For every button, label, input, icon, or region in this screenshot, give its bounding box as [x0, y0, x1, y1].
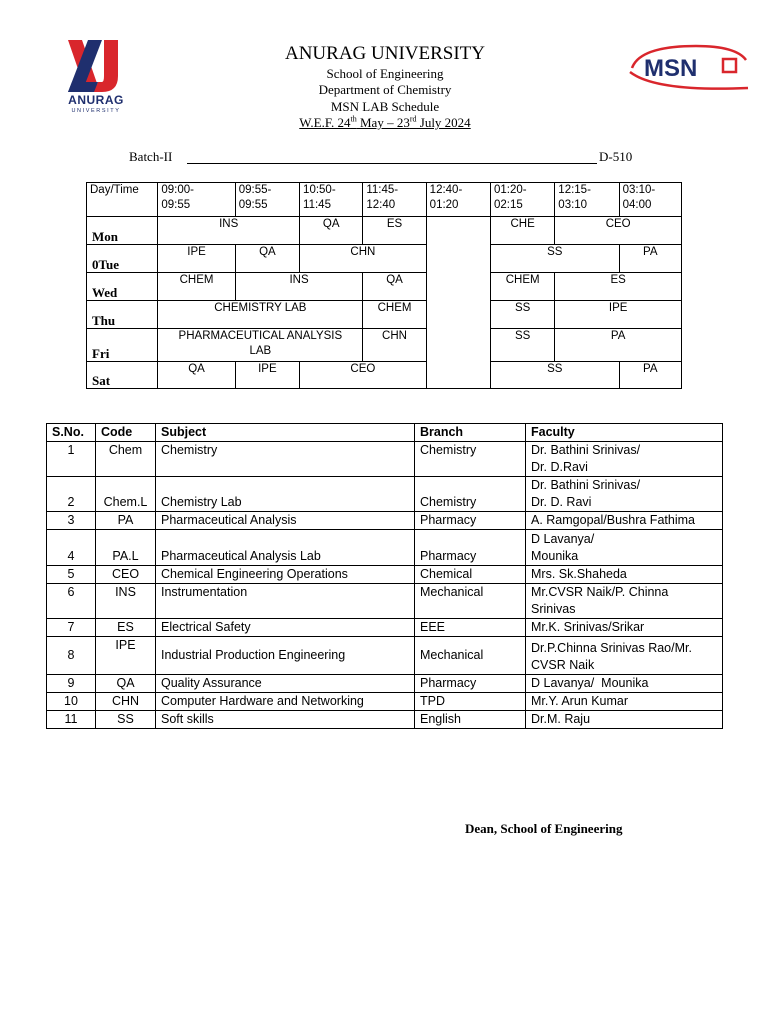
anurag-university-logo: [58, 38, 134, 118]
table-row: [47, 566, 723, 584]
faculty-cell: A. Ramgopal/Bushra Fathima: [526, 512, 723, 530]
code-cell: INS: [96, 584, 156, 619]
schedule-cell: QA: [235, 245, 299, 273]
faculty-cell: D Lavanya/ Mounika: [526, 675, 723, 693]
table-row: [47, 693, 723, 711]
header-cell: Faculty: [526, 424, 723, 442]
schedule-cell: PA: [619, 245, 681, 273]
schedule-row-mon: [87, 217, 682, 245]
header-cell: 09:00- 09:55: [158, 183, 235, 217]
schedule-row-sat: [87, 362, 682, 389]
day-label: 0Tue: [87, 245, 158, 273]
branch-cell: EEE: [415, 619, 526, 637]
schedule-row-fri: [87, 329, 682, 362]
anurag-logo-emblem: [58, 38, 134, 94]
batch-underline: [187, 163, 597, 164]
sno-cell: 6: [47, 584, 96, 619]
sno-cell: 2: [47, 477, 96, 512]
subject-cell: Computer Hardware and Networking: [156, 693, 415, 711]
schedule-cell: INS: [158, 217, 300, 245]
schedule-cell: CHEM: [490, 273, 554, 301]
msn-logo-text: MSN: [644, 55, 698, 82]
table-row: [47, 512, 723, 530]
table-row: [47, 619, 723, 637]
code-cell: PA: [96, 512, 156, 530]
branch-cell: Chemistry: [415, 442, 526, 477]
subject-table: [46, 423, 723, 729]
schedule-cell: CHN: [363, 329, 426, 362]
lunch-break-cell: [426, 217, 490, 389]
subject-cell: Quality Assurance: [156, 675, 415, 693]
sno-cell: 1: [47, 442, 96, 477]
schedule-cell: IPE: [235, 362, 299, 389]
header-cell: Subject: [156, 424, 415, 442]
faculty-cell: Mrs. Sk.Shaheda: [526, 566, 723, 584]
batch-label: Batch-II: [129, 149, 173, 164]
schedule-cell: CEO: [555, 217, 682, 245]
branch-cell: Mechanical: [415, 637, 526, 675]
branch-cell: English: [415, 711, 526, 729]
schedule-cell: ES: [555, 273, 682, 301]
sno-cell: 4: [47, 530, 96, 566]
subject-cell: Instrumentation: [156, 584, 415, 619]
subject-cell: Soft skills: [156, 711, 415, 729]
subject-cell: Chemical Engineering Operations: [156, 566, 415, 584]
code-cell: Chem: [96, 442, 156, 477]
subject-cell: Industrial Production Engineering: [156, 637, 415, 675]
faculty-cell: Dr. Bathini Srinivas/ Dr. D.Ravi: [526, 442, 723, 477]
anurag-logo-subtext: UNIVERSITY: [71, 108, 121, 114]
sno-cell: 3: [47, 512, 96, 530]
schedule-cell: INS: [235, 273, 363, 301]
branch-cell: TPD: [415, 693, 526, 711]
schedule-row-tue: [87, 245, 682, 273]
sno-cell: 8: [47, 637, 96, 675]
schedule-cell: PHARMACEUTICAL ANALYSIS LAB: [158, 329, 363, 362]
schedule-cell: QA: [158, 362, 235, 389]
schedule-cell: IPE: [555, 301, 682, 329]
header-cell: 01:20- 02:15: [490, 183, 554, 217]
header-cell: 11:45- 12:40: [363, 183, 426, 217]
subject-cell: Chemistry Lab: [156, 477, 415, 512]
code-cell: CHN: [96, 693, 156, 711]
faculty-cell: Dr.P.Chinna Srinivas Rao/Mr. CVSR Naik: [526, 637, 723, 675]
schedule-cell: CHEMISTRY LAB: [158, 301, 363, 329]
effective-dates: W.E.F. 24th May – 23rd July 2024: [299, 114, 471, 130]
table-row: [47, 530, 723, 566]
university-title: ANURAG UNIVERSITY: [284, 43, 486, 64]
schedule-cell: PA: [555, 329, 682, 362]
faculty-cell: Mr.CVSR Naik/P. Chinna Srinivas: [526, 584, 723, 619]
code-cell: QA: [96, 675, 156, 693]
code-cell: CEO: [96, 566, 156, 584]
branch-cell: Chemistry: [415, 477, 526, 512]
day-label: Sat: [87, 362, 158, 389]
code-cell: PA.L: [96, 530, 156, 566]
table-row: [47, 675, 723, 693]
anurag-logo-wordmark: ANURAG: [68, 93, 124, 107]
header-cell: Branch: [415, 424, 526, 442]
schedule-header-row: [87, 183, 682, 217]
header-cell: 12:15- 03:10: [555, 183, 619, 217]
table-row: [47, 711, 723, 729]
schedule-cell: CHN: [300, 245, 427, 273]
code-cell: SS: [96, 711, 156, 729]
branch-cell: Pharmacy: [415, 512, 526, 530]
schedule-cell: SS: [490, 301, 554, 329]
dean-signature-label: Dean, School of Engineering: [465, 821, 623, 836]
faculty-cell: Mr.K. Srinivas/Srikar: [526, 619, 723, 637]
day-label: Fri: [87, 329, 158, 362]
table-row: [47, 477, 723, 512]
schedule-table: [86, 182, 682, 389]
faculty-cell: Dr.M. Raju: [526, 711, 723, 729]
sno-cell: 7: [47, 619, 96, 637]
schedule-cell: CEO: [300, 362, 427, 389]
table-row: [47, 637, 723, 675]
branch-cell: Mechanical: [415, 584, 526, 619]
branch-cell: Pharmacy: [415, 530, 526, 566]
room-label: D-510: [599, 149, 633, 164]
code-cell: ES: [96, 619, 156, 637]
day-label: Wed: [87, 273, 158, 301]
schedule-cell: QA: [363, 273, 426, 301]
schedule-cell: ES: [363, 217, 426, 245]
schedule-row-thu: [87, 301, 682, 329]
msn-logo: [626, 42, 750, 94]
schedule-cell: CHE: [490, 217, 554, 245]
sno-cell: 5: [47, 566, 96, 584]
schedule-row-wed: [87, 273, 682, 301]
header-cell: 03:10- 04:00: [619, 183, 681, 217]
schedule-cell: SS: [490, 329, 554, 362]
header-cell: Day/Time: [87, 183, 158, 217]
department-name: Department of Chemistry: [318, 82, 452, 97]
school-name: School of Engineering: [326, 66, 444, 81]
header-cell: Code: [96, 424, 156, 442]
schedule-cell: SS: [490, 362, 619, 389]
sno-cell: 10: [47, 693, 96, 711]
subject-header-row: [47, 424, 723, 442]
subject-cell: Electrical Safety: [156, 619, 415, 637]
sno-cell: 11: [47, 711, 96, 729]
branch-cell: Pharmacy: [415, 675, 526, 693]
schedule-cell: CHEM: [363, 301, 426, 329]
header-cell: 09:55- 09:55: [235, 183, 299, 217]
code-cell: Chem.L: [96, 477, 156, 512]
msn-logo-mark: [626, 42, 750, 94]
table-row: [47, 442, 723, 477]
branch-cell: Chemical: [415, 566, 526, 584]
faculty-cell: D Lavanya/ Mounika: [526, 530, 723, 566]
subject-cell: Pharmaceutical Analysis: [156, 512, 415, 530]
subject-cell: Chemistry: [156, 442, 415, 477]
subject-cell: Pharmaceutical Analysis Lab: [156, 530, 415, 566]
schedule-cell: SS: [490, 245, 619, 273]
header-cell: S.No.: [47, 424, 96, 442]
schedule-cell: IPE: [158, 245, 235, 273]
table-row: [47, 584, 723, 619]
schedule-cell: CHEM: [158, 273, 235, 301]
schedule-cell: PA: [619, 362, 681, 389]
header-cell: 10:50- 11:45: [300, 183, 363, 217]
day-label: Thu: [87, 301, 158, 329]
sno-cell: 9: [47, 675, 96, 693]
code-cell: IPE: [96, 637, 156, 675]
schedule-cell: QA: [300, 217, 363, 245]
header-cell: 12:40- 01:20: [426, 183, 490, 217]
faculty-cell: Dr. Bathini Srinivas/ Dr. D. Ravi: [526, 477, 723, 512]
schedule-title: MSN LAB Schedule: [330, 99, 440, 114]
faculty-cell: Mr.Y. Arun Kumar: [526, 693, 723, 711]
day-label: Mon: [87, 217, 158, 245]
